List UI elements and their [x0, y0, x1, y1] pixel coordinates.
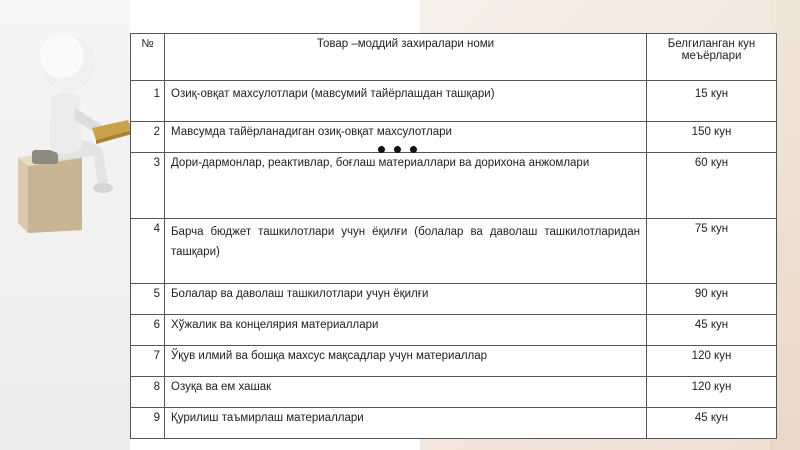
row-day-norm: 90 кун — [647, 284, 777, 315]
row-item-name: Ўқув илмий ва бошқа махсус мақсадлар учун материаллар — [165, 346, 647, 377]
row-number: 1 — [131, 81, 165, 122]
reading-figure-illustration — [10, 8, 135, 233]
row-day-norm: 150 кун — [647, 122, 777, 153]
table-row — [131, 408, 777, 439]
row-number: 8 — [131, 377, 165, 408]
table-row — [131, 284, 777, 315]
row-item-name: Қурилиш таъмирлаш материаллари — [165, 408, 647, 439]
row-number: 2 — [131, 122, 165, 153]
dot-icon — [378, 146, 385, 153]
header-number: № — [131, 34, 165, 81]
table-row — [131, 153, 777, 219]
row-item-name: Дори-дармонлар, реактивлар, боғлаш материаллари ва дорихона анжомлари — [165, 153, 647, 219]
table-row — [131, 346, 777, 377]
row-number: 3 — [131, 153, 165, 219]
row-item-name: Озиқ-овқат махсулотлари (мавсумий тайёрлашдан ташқари) — [165, 81, 647, 122]
slide-control-dots[interactable] — [374, 146, 420, 156]
row-day-norm: 45 кун — [647, 315, 777, 346]
row-number: 9 — [131, 408, 165, 439]
row-number: 7 — [131, 346, 165, 377]
table-row — [131, 219, 777, 284]
table-row — [131, 315, 777, 346]
row-day-norm: 75 кун — [647, 219, 777, 284]
row-day-norm: 15 кун — [647, 81, 777, 122]
row-item-name: Болалар ва даволаш ташкилотлари учун ёқилғи — [165, 284, 647, 315]
table-row — [131, 122, 777, 153]
dot-icon — [410, 146, 417, 153]
dot-icon — [394, 146, 401, 153]
header-item-name: Товар –моддий захиралари номи — [165, 34, 647, 81]
row-item-name: Барча бюджет ташкилотлари учун ёқилғи (болалар ва даволаш ташкилотларидан ташқари) — [165, 219, 647, 284]
row-day-norm: 60 кун — [647, 153, 777, 219]
table-row — [131, 377, 777, 408]
header-day-norms: Белгиланган кун меъёрлари — [647, 34, 777, 81]
table-row — [131, 81, 777, 122]
row-item-name: Озуқа ва ем хашак — [165, 377, 647, 408]
row-day-norm: 120 кун — [647, 377, 777, 408]
inventory-norms-table — [130, 33, 777, 439]
row-day-norm: 120 кун — [647, 346, 777, 377]
row-number: 6 — [131, 315, 165, 346]
row-number: 4 — [131, 219, 165, 284]
row-day-norm: 45 кун — [647, 408, 777, 439]
table-header-row — [131, 34, 777, 81]
row-number: 5 — [131, 284, 165, 315]
row-item-name: Мавсумда тайёрланадиган озиқ-овқат махсулотлари — [165, 122, 647, 153]
row-item-name: Хўжалик ва концелярия материаллари — [165, 315, 647, 346]
